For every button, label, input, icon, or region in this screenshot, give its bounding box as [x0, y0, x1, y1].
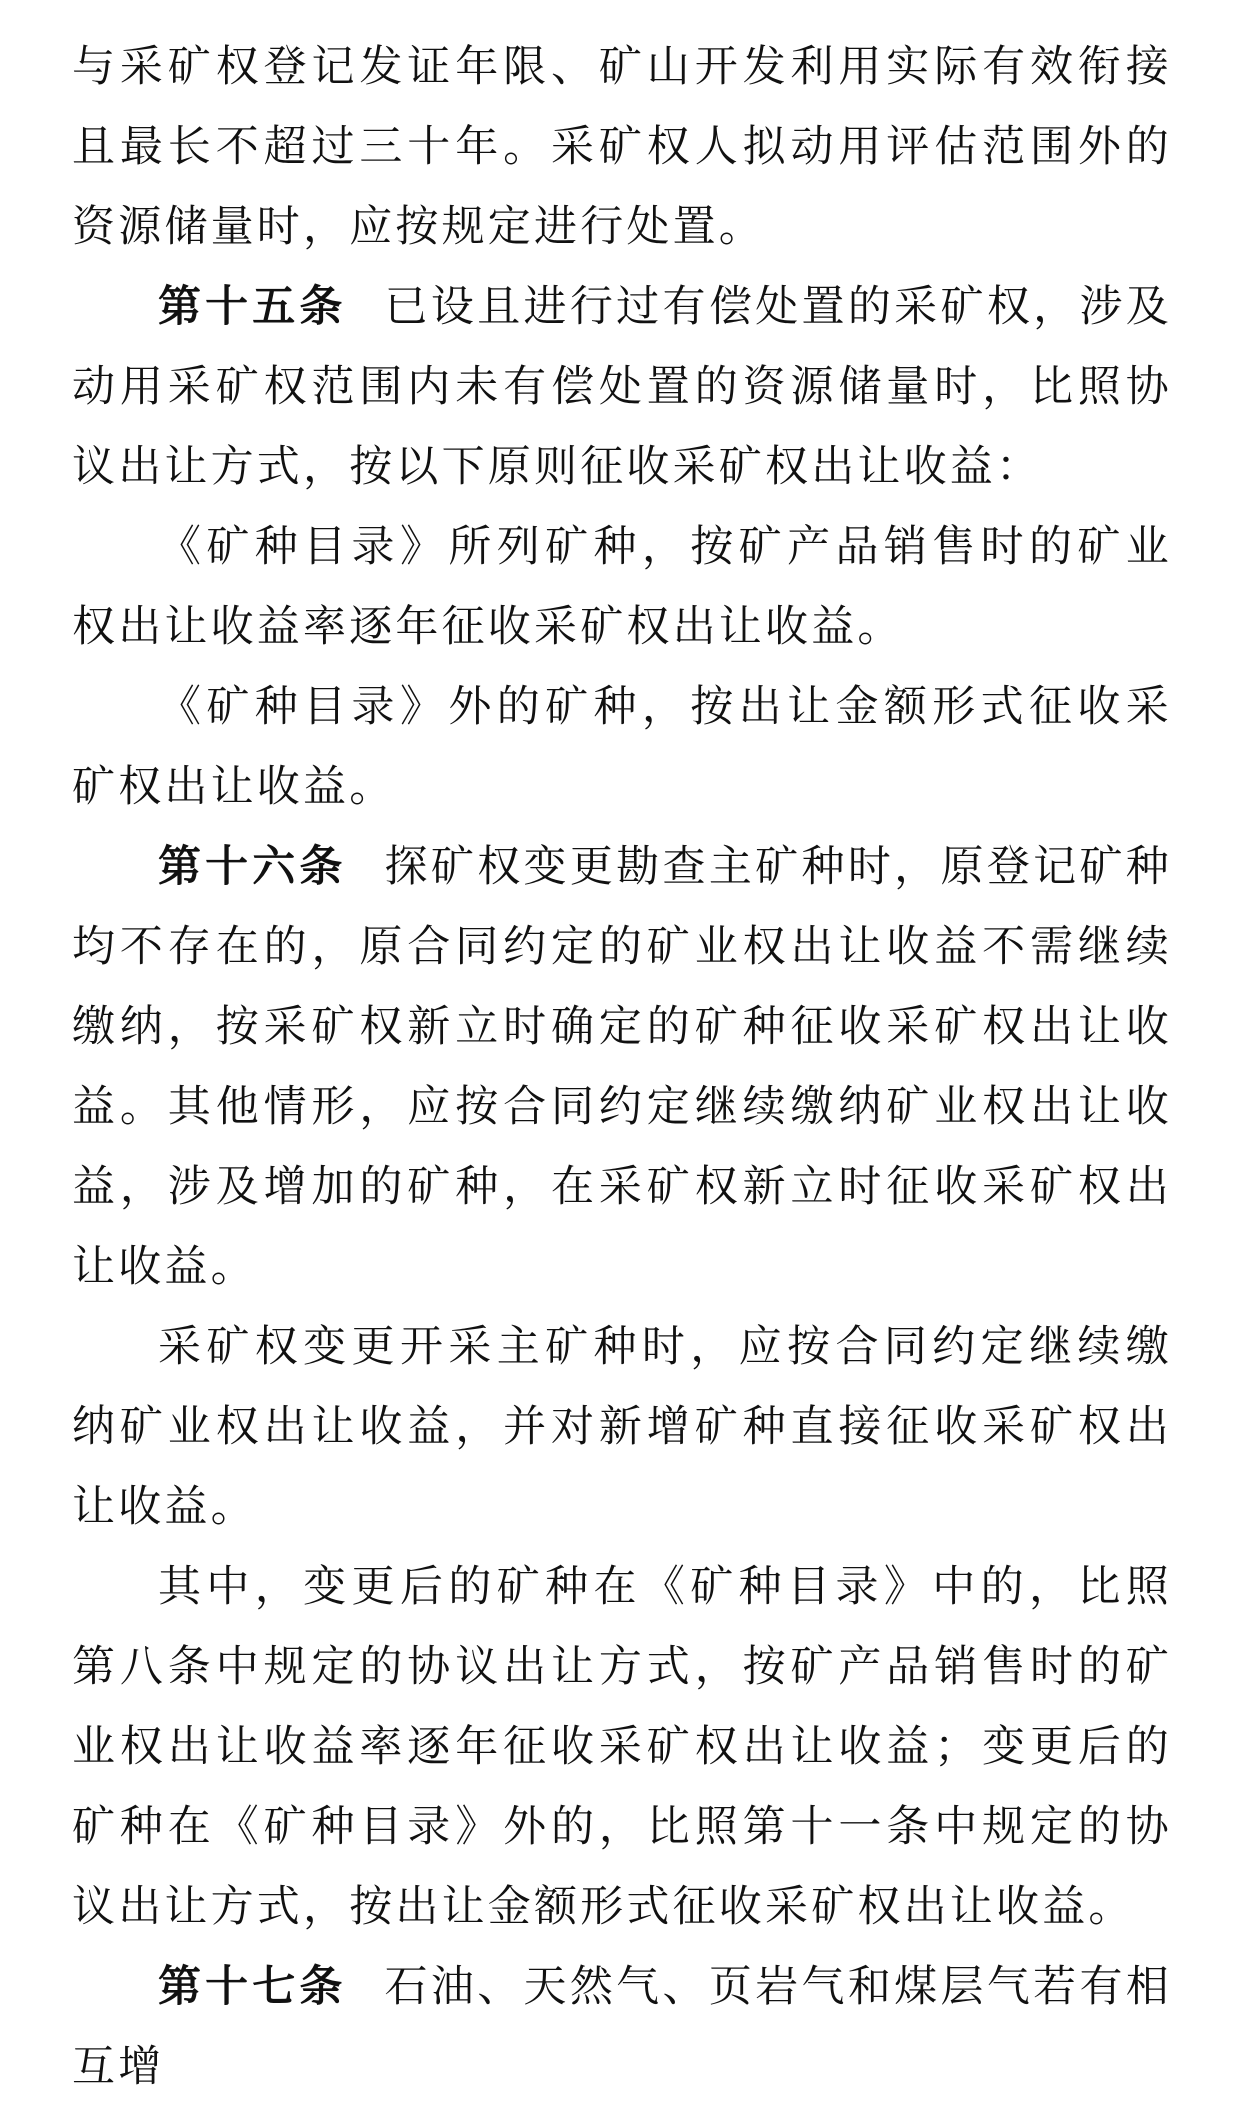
- paragraph-text: 采矿权变更开采主矿种时，应按合同约定继续缴纳矿业权出让收益，并对新增矿种直接征收采矿权出让收益。: [72, 1322, 1172, 1532]
- article-16: [72, 827, 1172, 1307]
- article-number: 第十七条: [158, 1962, 347, 2012]
- paragraph-text: 探矿权变更勘查主矿种时，原登记矿种均不存在的，原合同约定的矿业权出让收益不需继续缴纳，按采矿权新立时确定的矿种征收采矿权出让收益。其他情形，应按合同约定继续缴纳矿业权出让收益，涉及增加的矿种，在采矿权新立时征收采矿权出让收益。: [72, 842, 1173, 1292]
- paragraph-text: 《矿种目录》所列矿种，按矿产品销售时的矿业权出让收益率逐年征收采矿权出让收益。: [72, 522, 1172, 652]
- article-17: [72, 1947, 1172, 2107]
- paragraph-unlisted-minerals: [72, 667, 1172, 827]
- paragraph-continuation: [72, 27, 1172, 267]
- article-15: [72, 267, 1172, 507]
- paragraph-text: 其中，变更后的矿种在《矿种目录》中的，比照第八条中规定的协议出让方式，按矿产品销售时的矿业权出让收益率逐年征收采矿权出让收益；变更后的矿种在《矿种目录》外的，比照第十一条中规定的协议出让方式，按出让金额形式征收采矿权出让收益。: [72, 1562, 1172, 1932]
- paragraph-text: 石油、天然气、页岩气和煤层气若有相互增: [72, 1962, 1173, 2092]
- paragraph-text: 与采矿权登记发证年限、矿山开发利用实际有效衔接且最长不超过三十年。采矿权人拟动用评估范围外的资源储量时，应按规定进行处置。: [72, 42, 1172, 252]
- article-number: 第十五条: [158, 282, 347, 332]
- paragraph-changed-minerals: [72, 1547, 1172, 1947]
- paragraph-text: 已设且进行过有偿处置的采矿权，涉及动用采矿权范围内未有偿处置的资源储量时，比照协议出让方式，按以下原则征收采矿权出让收益：: [72, 282, 1173, 492]
- document-page: [72, 0, 1172, 2107]
- paragraph-listed-minerals: [72, 507, 1172, 667]
- paragraph-mining-right-change: [72, 1307, 1172, 1547]
- article-number: 第十六条: [158, 842, 347, 892]
- paragraph-text: 《矿种目录》外的矿种，按出让金额形式征收采矿权出让收益。: [72, 682, 1172, 812]
